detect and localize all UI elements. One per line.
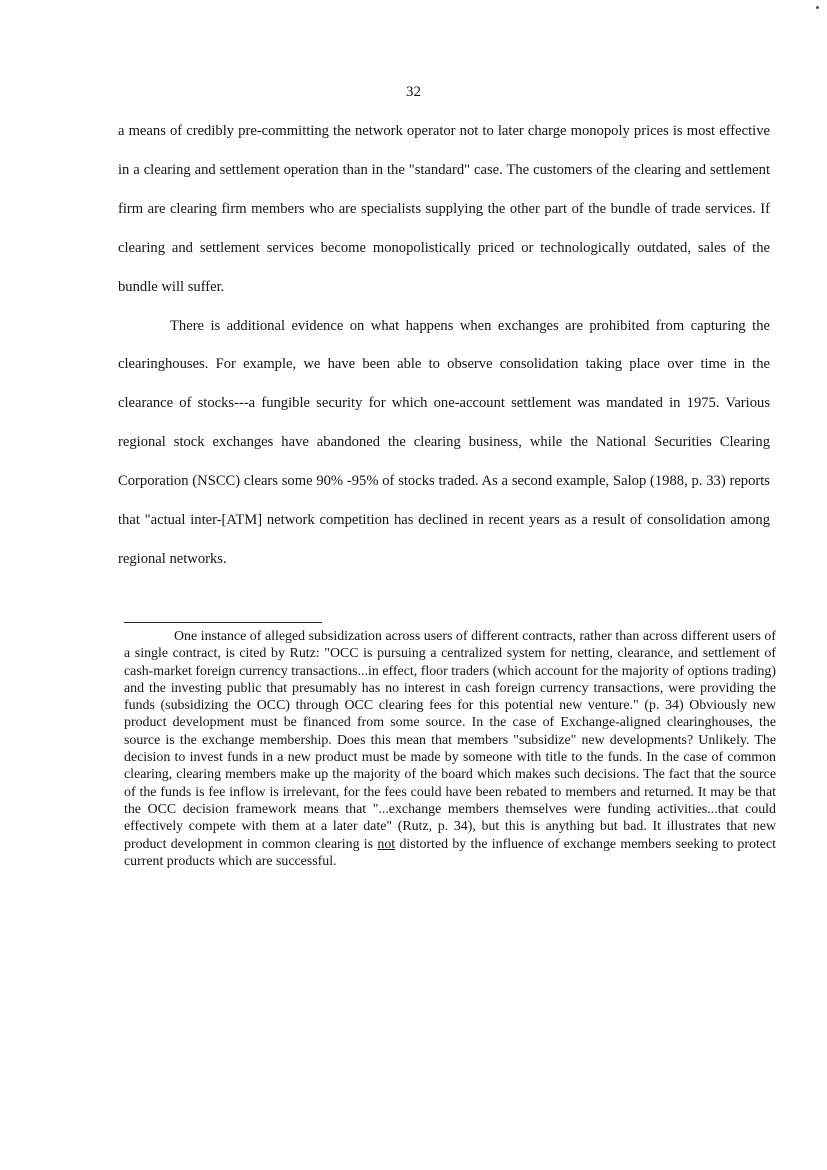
body-text [118,112,770,579]
body-paragraph-1: a means of credibly pre-committing the network operator not to later charge monopoly prices is most effective in a clearing and settlement operation than in the "standard" case. The customers of the clearing and settlement firm are clearing firm members who are specialists supplying the other part of the bundle of trade services. If clearing and settlement services become monopolistically priced or technologically outdated, sales of the bundle will suffer. [118,123,770,295]
footnote [124,628,776,870]
footnote-text-end: distorted by the influence of exchange members seeking to protect current products which are successful. [124,836,776,869]
footnote-emphasis: not [377,836,396,852]
footnote-paragraph [124,628,776,870]
footnote-text-start: One instance of alleged subsidization across users of different contracts, rather than across different users of a single contract, is cited by Rutz: "OCC is pursuing a centralized system for netting, clearance, and settlement of cash-market foreign currency transactions...in effect, floor traders (which account for the majority of options trading) and the investing public that presumably has no interest in cash foreign currency transactions, were providing the funds (subsidizing the OCC) through OCC clearing fees for this potential new venture." (p. 34) Obviously new product development must be financed from some source. In the case of Exchange-aligned clearinghouses, the source is the exchange membership. Does this mean that members "subsidize" new developments? Unlikely. The decision to invest funds in a new product must be made by someone with title to the funds. In the case of common clearing, clearing members make up the majority of the board which makes such decisions. The fact that the source of the funds is fee inflow is irrelevant, for the fees could have been rebated to members and returned. It may be that the OCC decision framework means that "...exchange members themselves were funding activities...that could effectively compete with them at a later date" (Rutz, p. 34), but this is anything but bad. It illustrates that new product development in common clearing is [124,629,776,852]
page-number: 32 [406,84,421,100]
footnote-separator [124,622,322,623]
scan-speck [816,6,819,9]
body-paragraph-2: There is additional evidence on what happens when exchanges are prohibited from capturing the clearinghouses. For example, we have been able to observe consolidation taking place over time in the clearance of stocks---a fungible security for which one-account settlement was mandated in 1975. Various regional stock exchanges have abandoned the clearing business, while the National Securities Clearing Corporation (NSCC) clears some 90% -95% of stocks traded. As a second example, Salop (1988, p. 33) reports that "actual inter-[ATM] network competition has declined in recent years as a result of consolidation among regional networks. [118,317,770,567]
